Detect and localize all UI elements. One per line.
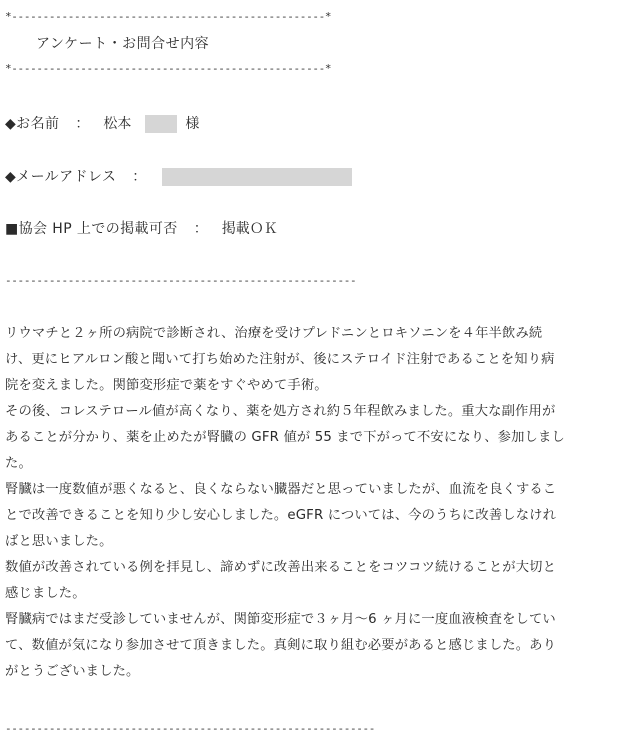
header-rule-top: *--------------------------------------------------* <box>5 10 332 23</box>
body-line: 腎臓は一度数値が悪くなると、良くならない臓器だと思っていましたが、血流を良くするこ <box>5 482 557 497</box>
header-rule-bottom: *--------------------------------------------------* <box>5 62 332 75</box>
name-label: ◆お名前 <box>5 116 60 132</box>
redacted-given-name <box>145 115 177 133</box>
publish-separator: ： <box>193 221 208 237</box>
body-line: け、更にヒアルロン酸と聞いて打ち始めた注射が、後にステロイド注射であることを知り病 <box>5 352 555 367</box>
email-separator: ： <box>132 169 147 185</box>
footer-rule: ----------------------------------------------------------- <box>5 722 376 735</box>
publish-value: 掲載ＯＫ <box>221 221 278 237</box>
body-line: 数値が改善されている例を拝見し、諦めずに改善出来ることをコツコツ続けることが大切と <box>5 560 557 575</box>
name-separator: ： <box>75 116 90 132</box>
redacted-email <box>162 168 352 186</box>
email-field <box>5 167 352 187</box>
body-line: 腎臓病ではまだ受診していませんが、関節変形症で３ヶ月〜6 ヶ月に一度血液検査をしてい <box>5 612 556 627</box>
body-line: 感じました。 <box>5 586 86 601</box>
inquiry-body <box>5 321 633 685</box>
page-title: アンケート・お問合せ内容 <box>36 36 210 52</box>
publish-field <box>5 219 278 239</box>
name-honorific: 様 <box>185 116 200 132</box>
publish-label: ■協会 HP 上での掲載可否 <box>5 221 178 237</box>
body-line: ばと思いました。 <box>5 534 113 549</box>
body-line: た。 <box>5 456 32 471</box>
name-field <box>5 114 199 134</box>
name-surname: 松本 <box>103 116 132 132</box>
body-line: とで改善できることを知り少し安心しました。eGFR については、今のうちに改善しなけれ <box>5 508 557 523</box>
email-label: ◆メールアドレス <box>5 169 117 185</box>
body-line: その後、コレステロール値が高くなり、薬を処方され約５年程飲みました。重大な副作用が <box>5 404 556 419</box>
body-line: て、数値が気になり参加させて頂きました。真剣に取り組む必要があると感じました。あり <box>5 638 557 653</box>
section-divider: -------------------------------------------------------- <box>5 274 357 287</box>
body-line: あることが分かり、薬を止めたが腎臓の GFR 値が 55 まで下がって不安になり、参加しまし <box>5 430 565 445</box>
body-line: 院を変えました。関節変形症で薬をすぐやめて手術。 <box>5 378 328 393</box>
body-line: リウマチと２ヶ所の病院で診断され、治療を受けプレドニンとロキソニンを４年半飲み続 <box>5 326 543 341</box>
body-line: がとうございました。 <box>5 664 140 679</box>
